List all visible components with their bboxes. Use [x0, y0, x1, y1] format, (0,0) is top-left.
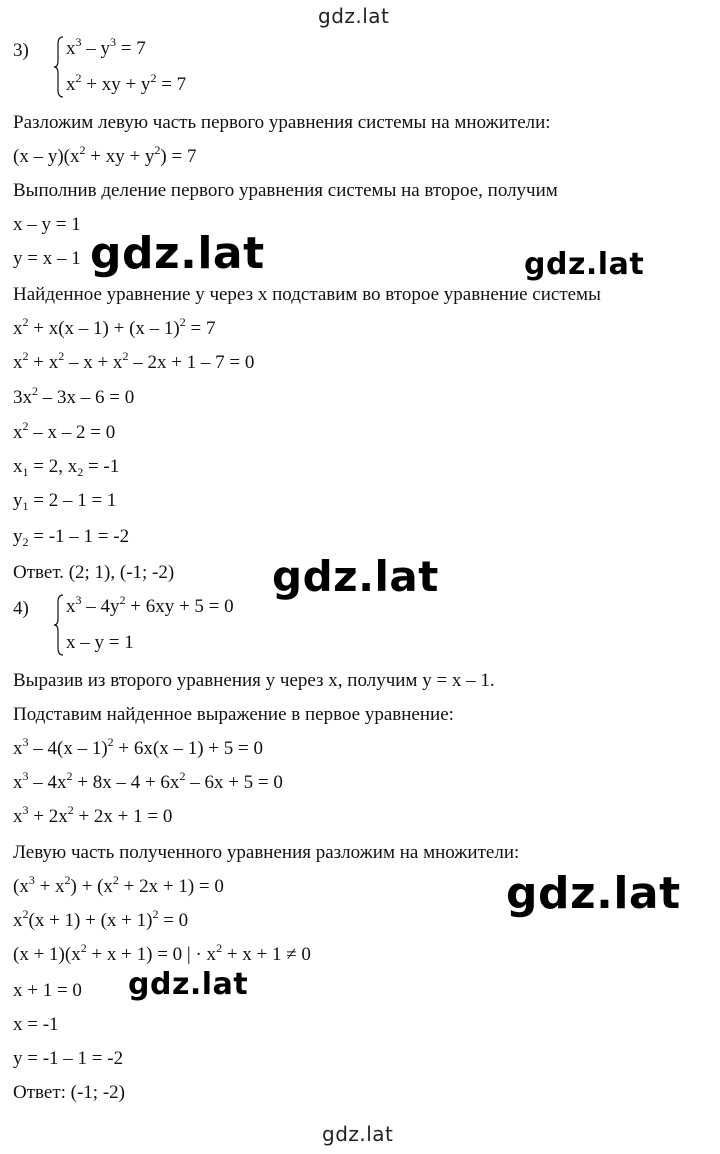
system-brace-icon	[54, 594, 64, 656]
problem-3-system-eq2: $x^2$ + xy + $y^2 = 7$	[66, 71, 187, 95]
problem-4-answer: Ответ: (-1; -2)	[13, 1082, 125, 1103]
problem-4-number: 4)	[13, 598, 29, 619]
problem-3-line-10: $x^2 - x - 2 = 0$	[13, 419, 116, 443]
problem-3-line-7: $x^2 + x(x - 1) + (x - 1)^2 = 7$	[13, 315, 216, 339]
problem-3-line-6: Найденное уравнение y через x подставим во второе уравнение системы	[13, 284, 601, 305]
problem-3-line-5: y = x – 1	[13, 248, 81, 269]
problem-4-line-7: $(x^3 + x^2) + (x^2 + 2x + 1) = 0$	[13, 873, 224, 897]
watermark: gdz.lat	[272, 552, 439, 601]
footer-watermark: gdz.lat	[322, 1122, 394, 1146]
problem-3-line-13: $y_2 = -1 - 1 = -2$	[13, 526, 130, 549]
problem-4-line-4: $x^3 - 4x^2 + 8x - 4 + 6x^2 - 6x + 5 = 0$	[13, 769, 283, 793]
problem-3-number: 3)	[13, 40, 29, 61]
problem-3-system-eq1: $x^3 - y^3 = 7$	[66, 35, 146, 59]
problem-4-line-9: $(x + 1)(x^2 + x + 1) = 0$ | · $x^2 + x + 1 \ne 0$	[13, 941, 311, 965]
problem-4-line-11: x = -1	[13, 1014, 59, 1035]
problem-4-line-6: Левую часть полученного уравнения разложим на множители:	[13, 842, 520, 863]
problem-4-line-3: $x^3 - 4(x - 1)^2 + 6x(x - 1) + 5 = 0$	[13, 735, 263, 759]
problem-3-line-4: x – y = 1	[13, 214, 81, 235]
problem-3-line-3: Выполнив деление первого уравнения системы на второе, получим	[13, 180, 558, 201]
problem-4-line-8: $x^2(x + 1) + (x + 1)^2 = 0$	[13, 907, 189, 931]
header-watermark: gdz.lat	[318, 4, 390, 28]
problem-4-system-eq2: x – y = 1	[66, 632, 134, 653]
problem-3-line-2: $(x - y)(x^2$ + xy + $y^2) = 7$	[13, 143, 197, 167]
problem-4-line-12: y = -1 – 1 = -2	[13, 1048, 124, 1069]
problem-3-answer: Ответ. (2; 1), (-1; -2)	[13, 562, 175, 583]
watermark: gdz.lat	[506, 868, 681, 919]
problem-4-line-2: Подставим найденное выражение в первое уравнение:	[13, 704, 454, 725]
problem-4-line-10: x + 1 = 0	[13, 980, 82, 1001]
problem-3-line-1: Разложим левую часть первого уравнения системы на множители:	[13, 112, 551, 133]
watermark: gdz.lat	[524, 247, 645, 282]
watermark: gdz.lat	[128, 967, 249, 1002]
system-brace-icon	[54, 36, 64, 98]
problem-4-system-eq1: $x^3 - 4y^2 + 6xy + 5 = 0$	[66, 593, 234, 617]
problem-3-line-12: $y_1 = 2 - 1 = 1$	[13, 490, 117, 513]
problem-4-line-5: $x^3 + 2x^2 + 2x + 1 = 0$	[13, 803, 173, 827]
problem-3-line-8: $x^2 + x^2 - x + x^2 - 2x + 1 - 7 = 0$	[13, 349, 255, 373]
problem-3-line-9: $3x^2 - 3x - 6 = 0$	[13, 384, 135, 408]
watermark: gdz.lat	[90, 228, 265, 279]
problem-3-line-11: $x_1 = 2$, $x_2 = -1$	[13, 456, 120, 479]
problem-4-line-1: Выразив из второго уравнения y через x, получим y = x – 1.	[13, 670, 495, 691]
